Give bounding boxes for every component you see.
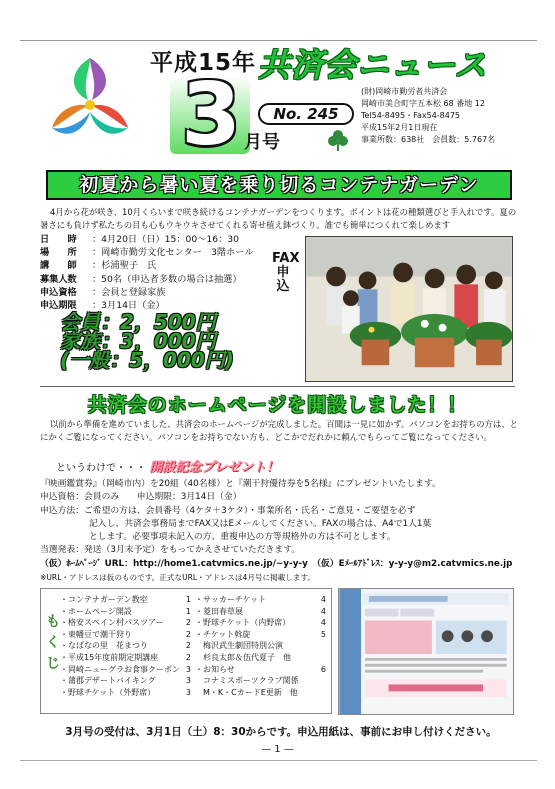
issue-era: 平成15年 [150,50,257,76]
toc-row [60,606,330,618]
toc-row [60,640,330,652]
toc-item: M・K・CカードE更新 他 [203,687,298,697]
detail-value: ：会員と登録家族 [92,286,166,298]
present-eligibility: 申込資格：会員のみ 申込期限：3月14日（金） [40,492,242,503]
fee-family: 家族：3，000円 [60,329,216,353]
toc-page: 3 [185,676,191,686]
toc-item: ・平成15年度前期定期講座 [60,652,159,662]
homepage-headline: 共済会のホームページを開設しました！！ [87,394,468,416]
present-line [56,456,279,475]
toc-page: 1 [185,606,191,616]
toc-side-label: もくじ [46,614,60,672]
toc-page: 2 [185,629,191,639]
instructor-group-photo [305,236,513,382]
container-garden-headline: 初夏から暑い夏を乗り切るコンテナガーデン [46,170,512,200]
issue-month-number: 3 [181,65,241,165]
toc-page: 2 [185,652,191,662]
toc-page: 1 [185,595,191,604]
present-announcement: 当選発表：発送（3月末予定）をもってかえさせていただきます。 [40,545,301,556]
homepage-screenshot [338,588,514,715]
toc-page [314,687,330,699]
toc-page: 3 [185,664,191,674]
reception-notice: 3月号の受付は、3月1日（土）8：30からです。申込用紙は、事前にお申し付けください。 [65,726,497,738]
toc-item: ・なばなの里 花まつり [60,641,148,651]
publisher-line: 事業所数：638社 会員数：5.767名 [361,135,496,144]
toc-row [60,675,330,687]
toc-item: ・サッカーチケット [195,595,267,604]
clover-emblem-icon [326,128,350,152]
url-note: ※URL・アドレスは仮のものです。正式なURL・アドレスは4月号に掲載します。 [40,573,316,583]
detail-row [40,273,310,286]
toc-page: 4 [320,595,326,604]
toc-row [60,617,330,629]
toc-page: 5 [320,629,326,639]
toc-row [60,664,330,676]
detail-value: ：4月20日（日）15：00〜16：30 [92,234,239,245]
fee-list [60,310,234,372]
detail-row [40,286,310,299]
publisher-line: 岡崎市美合町字五本松 68 番地 12 [361,99,485,108]
publisher-line: (財)岡崎市勤労者共済会 [361,87,448,96]
detail-row [40,259,310,272]
toc-page: 4 [320,606,326,616]
present-method: 申込方法：ご希望の方は、会員番号（4ケタ＋3ケタ）・事業所名・氏名・ご意見・ご要望を必ず [40,505,416,516]
container-garden-intro: 4月から花が咲き、10月くらいまで咲き続けるコンテナガーデンをつくります。ポイントは花の種類選びと手入れです。夏の暑さにも負けず私たちの目も心もウキウキさせてくれる寄せ植え鉢づくり。誰でも簡単につくれて楽しめます [40,207,517,230]
fee-general: (一般：5，000円) [60,348,234,372]
toc-item: ・チケット斡旋 [195,629,251,639]
detail-key: 日 時 [40,234,77,245]
issue-number-badge: No. 245 [258,103,354,125]
bottom-rule [20,760,537,761]
toc-item: ・お知らせ [195,664,235,674]
toc-item: 杉良太郎＆伍代夏子 他 [203,652,291,662]
table-of-contents [60,594,330,698]
toc-row [60,594,330,606]
toc-page: 2 [185,641,191,651]
toc-item: ・菱田春草展 [195,606,243,616]
detail-value: ：杉浦聖子 氏 [92,260,157,272]
detail-value: ：岡崎市勤労文化センター 3階ホール [92,247,254,259]
detail-key: 申込期限 [40,300,77,312]
toc-page: 6 [320,664,326,674]
detail-value: ：3月14日（金） [92,300,165,312]
toc-row [60,652,330,664]
detail-key: 募集人数 [40,273,77,285]
detail-value: ：50名（申込者多数の場合は抽選） [92,273,242,285]
detail-row [40,233,310,246]
section-divider [40,386,515,387]
toc-row [60,629,330,641]
toc-item: ・野球チケット（外野席） [60,687,156,697]
toc-page [314,640,330,652]
publisher-line: 平成15年2月1日現在 [361,123,438,132]
event-details [40,233,310,312]
present-prefix: というわけで・・・ [56,463,146,474]
month-suffix: 月号 [244,132,280,153]
page-number: — 1 — [261,744,294,755]
toc-page [314,675,330,687]
present-offer: 『映画鑑賞券』（岡崎市内）を20組（40名様）と『潮干狩優待券を5名様』にプレゼントいたします。 [40,479,441,489]
toc-item: ・岡崎ニューグラお食事クーポン [60,664,180,674]
cooperative-logo [40,50,140,150]
toc-item: ・格安スペイン村パスツアー [60,618,164,628]
present-details [40,478,520,584]
fee-member: 会員：2，500円 [60,310,216,334]
fax-application-vertical: FAX申込 [272,251,300,294]
publisher-line: Tel54-8495・Fax54-8475 [361,111,461,120]
present-method-cont: 記入し、共済会事務局までFAX又はEメールしてください。FAXの場合は、A4で1人1葉 [89,518,432,529]
toc-item: 梅沢武生劇団特別公演 [203,641,283,651]
toc-page: 2 [185,618,191,628]
newsletter-title: 共済会ニュース [258,46,488,84]
detail-key: 講 師 [40,260,77,272]
toc-item: ・東幡豆で潮干狩り [60,629,132,639]
toc-item: ・ホームページ開設 [60,606,132,616]
present-method-cont: とします。必要事項未記入の方、重複申込の方等規格外の方は不可とします。 [89,532,396,543]
toc-page: 4 [320,618,326,628]
homepage-intro: 以前から準備を進めていました、共済会のホームページが完成しました。百聞は一見に如かず。パソコンをお持ちの方は、とにかくご覧になってください。パソコンをお持ちでない方も、どこかでだれかに頼んでもらってご覧になってください。 [40,419,518,442]
toc-item: ・蒲郡デザートバイキング [60,676,156,686]
toc-item: ・野球チケット（内野席） [195,618,291,628]
toc-page [314,652,330,664]
present-label: 開設記念プレゼント！ [149,460,279,475]
toc-page: 3 [185,687,191,697]
homepage-url-line[interactable]: （仮）ﾎｰﾑﾍﾟｰｼﾞ URL：http://home1.catvmics.ne.jp/~y-y-y （仮）Eﾒｰﾙｱﾄﾞﾚｽ：y-y-y@m2.catvmics.ne.jp [40,558,513,569]
detail-row [40,246,310,259]
detail-key: 申込資格 [40,286,77,298]
publisher-info [361,86,495,146]
toc-row [60,687,330,699]
detail-key: 場 所 [40,247,77,259]
toc-item: ・コンテナガーデン教室 [60,595,148,604]
toc-item: コナミスポーツクラブ関係 [203,676,299,686]
